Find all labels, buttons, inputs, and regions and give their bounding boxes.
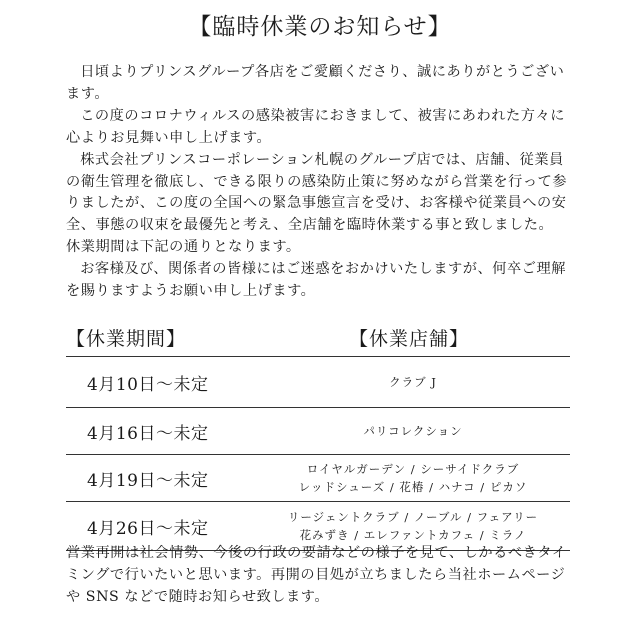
store-list [256,408,570,454]
store-line: クラブ J [389,375,437,389]
intro-paragraph-period: 休業期間は下記の通りとなります。 [66,239,301,256]
closure-schedule-table [66,356,570,551]
table-row [66,407,570,454]
closure-date: 4月26日～未定 [87,518,209,539]
store-line: リージェントクラブ / ノーブル / フェアリー [287,510,539,524]
intro-text [66,62,576,303]
intro-paragraph-closure: 株式会社プリンスコーポレーション札幌のグループ店では、店舗、従業員の衛生管理を徹底し、できる限りの感染防止策に努めながら営業を行って参りましたが、この度の全国への緊急事態宣言を受け、お客様や従業員への安全、事態の収束を最優先と考え、全店舗を臨時休業する事と致しました。 [66,151,568,234]
store-line: レッドシューズ / 花椿 / ハナコ / ピカソ [298,480,528,494]
intro-paragraph-apology: お客様及び、関係者の皆様にはご迷惑をおかけいたしますが、何卒ご理解を賜りますようお願い申し上げます。 [66,261,566,300]
store-line: ロイヤルガーデン / シーサイドクラブ [306,462,520,476]
intro-paragraph-greeting: 日頃よりプリンスグループ各店をご愛顧くださり、誠にありがとうございます。 [66,64,565,102]
notice-title: 【臨時休業のお知らせ】 [188,14,452,40]
store-list [256,455,570,501]
reopening-note: 営業再開は社会情勢、今後の行政の要請などの様子を見て、しかるべきタイミングで行いたいと思います。再開の目処が立ちましたら当社ホームページや SNS などで随時お知らせ致します。 [66,545,567,605]
closure-date: 4月10日～未定 [87,374,209,395]
period-heading: 【休業期間】 [66,328,187,350]
stores-heading: 【休業店舗】 [349,328,470,350]
table-row [66,356,570,407]
intro-paragraph-sympathy: この度のコロナウィルスの感染被害におきまして、被害にあわれた方々に心よりお見舞い申し上げます。 [66,107,565,146]
closure-date: 4月19日～未定 [87,470,209,491]
closure-date: 4月16日～未定 [87,423,209,444]
store-list [256,357,570,407]
store-line: パリコレクション [363,424,463,438]
table-row [66,454,570,501]
store-line: 花みずき / エレファントカフェ / ミラノ [299,528,527,542]
